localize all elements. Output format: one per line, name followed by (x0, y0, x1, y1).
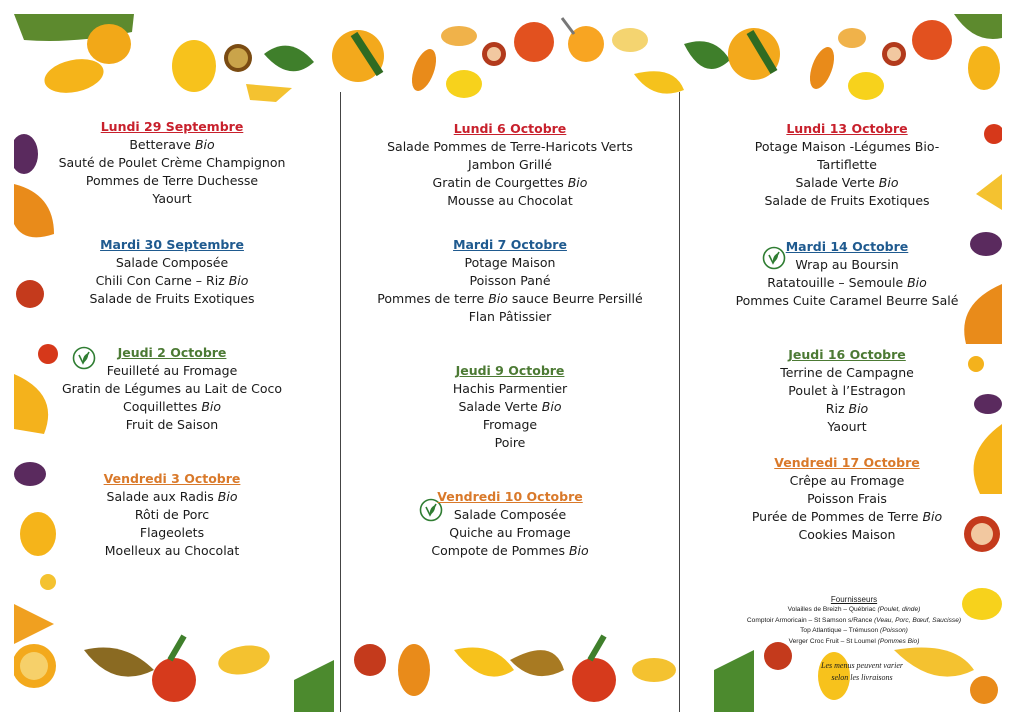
day-title: Vendredi 3 Octobre (103, 471, 241, 486)
menu-item: Mousse au Chocolat (447, 193, 573, 208)
menu-item: Ratatouille – Semoule Bio (767, 275, 927, 290)
suppliers-block (704, 594, 1002, 647)
menu-item: Moelleux au Chocolat (104, 543, 240, 558)
menu-item: Poisson Frais (807, 491, 887, 506)
menu-item: Feuilleté au Fromage (106, 363, 238, 378)
menu-day (687, 238, 1002, 310)
day-title: Mardi 14 Octobre (785, 239, 909, 254)
menu-day (687, 346, 1002, 436)
menu-item: Poulet à l’Estragon (788, 383, 906, 398)
menu-item: Sauté de Poulet Crème Champignon (58, 155, 286, 170)
menu-item: Yaourt (152, 191, 192, 206)
menu-item: Flageolets (139, 525, 205, 540)
menu-item: Salade Verte Bio (458, 399, 562, 414)
suppliers-title: Fournisseurs (830, 595, 878, 604)
menu-day (14, 118, 332, 208)
fruit-border-top (14, 14, 1002, 104)
menu-day (350, 236, 670, 326)
menu-disclaimer (762, 660, 962, 684)
menu-item: Jambon Grillé (468, 157, 552, 172)
menu-item: Tartiflette (817, 157, 877, 172)
supplier-line: Volailles de Breizh – Québriac (Poulet, dinde) (787, 606, 921, 613)
menu-day (687, 120, 1002, 210)
menu-item: Salade Verte Bio (795, 175, 899, 190)
menu-item: Salade Pommes de Terre-Haricots Verts (387, 139, 633, 154)
menu-item: Salade de Fruits Exotiques (89, 291, 255, 306)
menu-item: Rôti de Porc (134, 507, 210, 522)
menu-item: Potage Maison -Légumes Bio- (754, 139, 940, 154)
day-title: Lundi 13 Octobre (786, 121, 908, 136)
menu-item: Potage Maison (464, 255, 556, 270)
day-title: Lundi 29 Septembre (100, 119, 244, 134)
day-title: Mardi 7 Octobre (453, 237, 567, 252)
menu-item: Compote de Pommes Bio (431, 543, 589, 558)
column-divider-1 (340, 92, 341, 712)
menu-item: Flan Pâtissier (468, 309, 552, 324)
menu-item: Purée de Pommes de Terre Bio (751, 509, 943, 524)
menu-item: Coquillettes Bio (122, 399, 222, 414)
column-divider-2 (679, 92, 680, 712)
menu-item: Gratin de Courgettes Bio (432, 175, 588, 190)
disclaimer-line: Les menus peuvent varier (821, 661, 903, 670)
menu-item: Gratin de Légumes au Lait de Coco (61, 381, 283, 396)
menu-item: Pommes de Terre Duchesse (85, 173, 259, 188)
menu-item: Poisson Pané (469, 273, 551, 288)
menu-item: Riz Bio (825, 401, 869, 416)
menu-item: Pommes Cuite Caramel Beurre Salé (735, 293, 959, 308)
menu-item: Pommes de terre Bio sauce Beurre Persillé (377, 291, 643, 306)
menu-day (14, 236, 332, 308)
menu-item: Betterave Bio (129, 137, 215, 152)
day-title: Mardi 30 Septembre (100, 237, 244, 252)
day-title: Jeudi 2 Octobre (117, 345, 227, 360)
menu-item: Salade Composée (453, 507, 567, 522)
menu-item: Poire (494, 435, 526, 450)
menu-item: Salade de Fruits Exotiques (764, 193, 930, 208)
day-title: Vendredi 10 Octobre (437, 489, 583, 504)
menu-item: Terrine de Campagne (780, 365, 914, 380)
menu-day (687, 454, 1002, 544)
menu-day (350, 362, 670, 452)
day-title: Vendredi 17 Octobre (774, 455, 920, 470)
supplier-line: Top Atlantique – Trémuson (Poisson) (800, 627, 908, 634)
supplier-line: Comptoir Armoricain – St Samson s/Rance (Veau, Porc, Bœuf, Saucisse) (746, 616, 962, 624)
menu-item: Wrap au Boursin (795, 257, 899, 272)
menu-item: Salade aux Radis Bio (106, 489, 238, 504)
menu-item: Salade Composée (115, 255, 229, 270)
disclaimer-line: selon les livraisons (831, 673, 893, 682)
menu-day (350, 120, 670, 210)
menu-page (14, 14, 1002, 712)
menu-day (14, 344, 332, 434)
day-title: Jeudi 16 Octobre (788, 347, 906, 362)
menu-day (14, 470, 332, 560)
menu-item: Fruit de Saison (125, 417, 219, 432)
menu-item: Quiche au Fromage (449, 525, 571, 540)
day-title: Jeudi 9 Octobre (455, 363, 565, 378)
menu-item: Crêpe au Fromage (789, 473, 905, 488)
menu-item: Yaourt (827, 419, 867, 434)
menu-item: Cookies Maison (798, 527, 896, 542)
menu-day (350, 488, 670, 560)
menu-item: Chili Con Carne – Riz Bio (95, 273, 249, 288)
menu-item: Hachis Parmentier (452, 381, 568, 396)
menu-item: Fromage (482, 417, 538, 432)
supplier-line: Verger Croc Fruit – St Loumel (Pommes Bio) (788, 637, 920, 645)
day-title: Lundi 6 Octobre (453, 121, 567, 136)
